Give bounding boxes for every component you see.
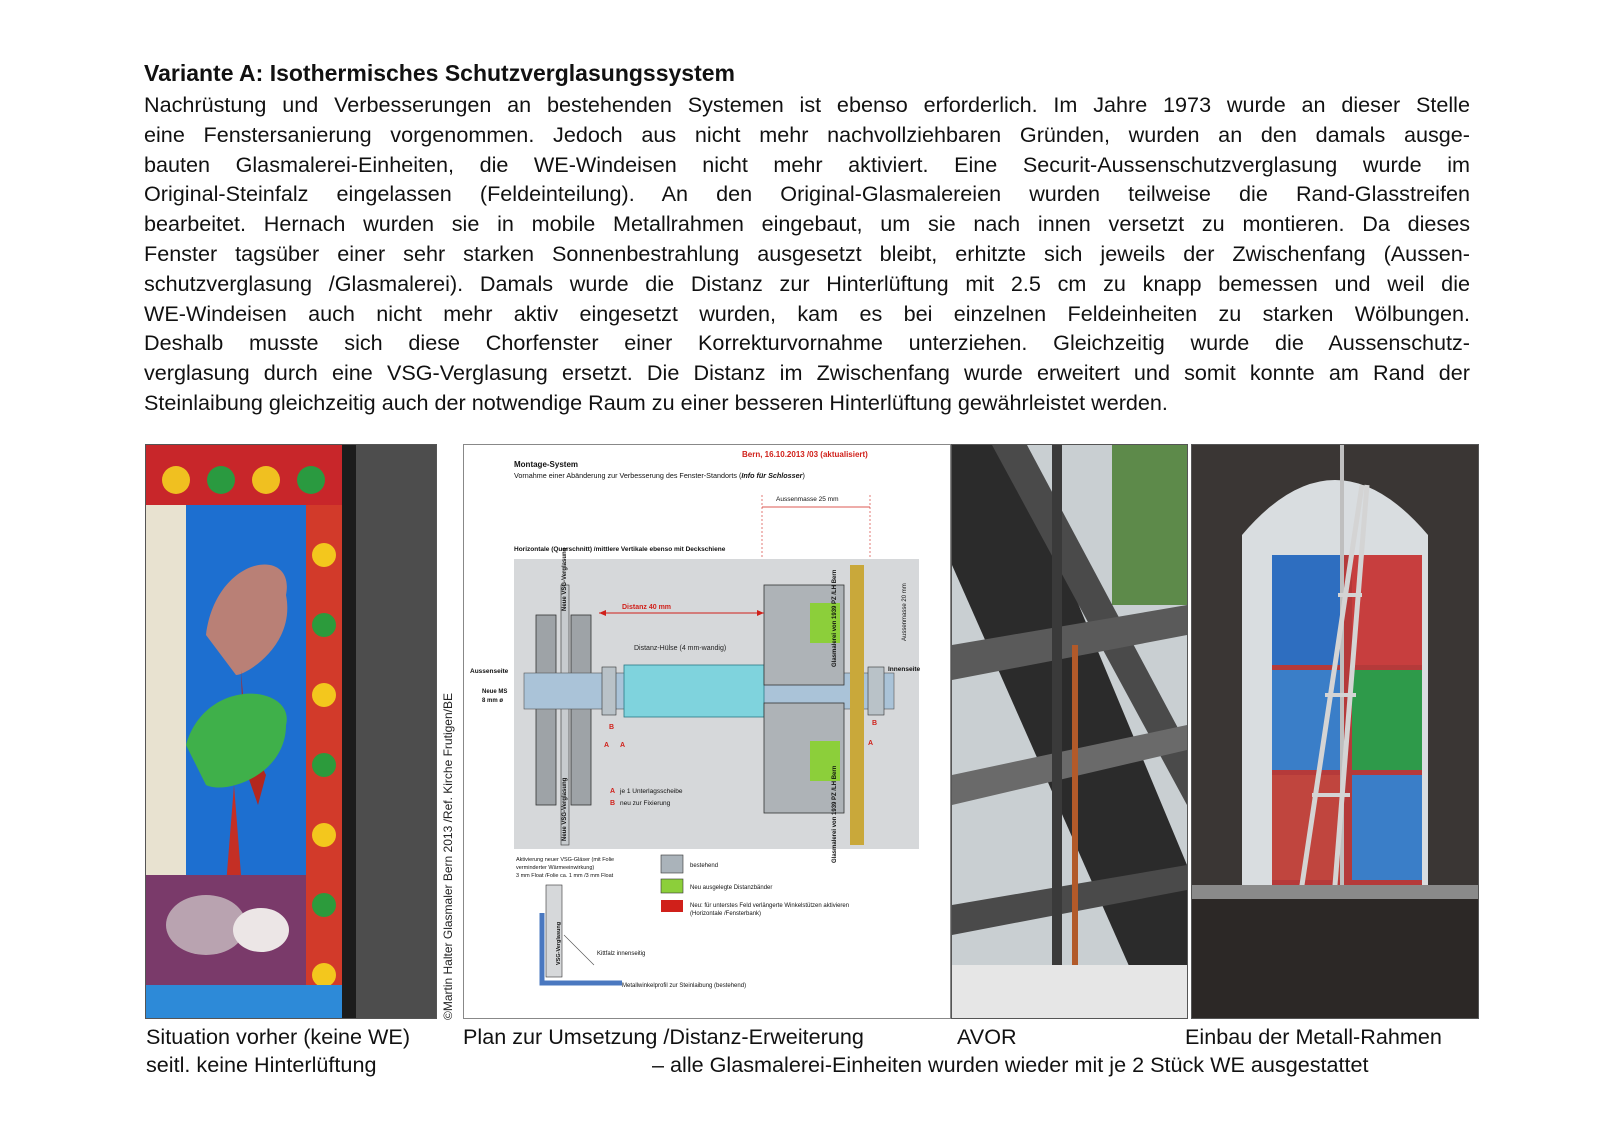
neue-vsg-bottom-label: Neue VSG-Verglasung <box>562 777 568 841</box>
glasmalerei-top-label: Glasmalerei von 1939 PZ /LH Bern <box>832 569 838 667</box>
horizontale-label: Horizontale (Querschnitt) /mittlere Vertikale ebenso mit Deckschiene <box>514 546 726 553</box>
mark-b-label: B <box>609 724 615 731</box>
caption-photo1-line2: seitl. keine Hinterlüftung <box>146 1052 377 1077</box>
key-distanz: Neu ausgelegte Distanzbänder <box>690 885 773 891</box>
aktivierung-line-2: verminderter Wärmeeinwirkung) <box>516 865 595 871</box>
svg-text:A: A <box>620 742 626 749</box>
plan-date: Bern, 16.10.2013 /03 (aktualisiert) <box>742 450 868 459</box>
paragraph-line: Original-Steinfalz eingelassen (Feldeinteilung). An den Original-Glasmalereien wurden teilweise die Rand-Glasstreifen <box>144 181 1470 207</box>
aussenmasse-20-label: Aussenmasse 20 mm <box>902 583 908 641</box>
paragraph-line: bearbeitet. Hernach wurden sie in mobile Metallrahmen eingebaut, um sie nach innen versetzt zu montieren. Da dieses <box>144 211 1470 237</box>
svg-text:A: A <box>868 740 874 747</box>
legend-b-text: neu zur Fixierung <box>620 800 671 807</box>
body-paragraph <box>144 90 1470 418</box>
kittfalz-label: Kittfalz innenseitig <box>597 951 646 957</box>
distanz-40-label: Distanz 40 mm <box>622 604 672 611</box>
installation-illustration <box>1192 445 1478 1018</box>
mark-a-label: A <box>604 742 610 749</box>
installation-photo <box>1191 444 1479 1019</box>
caption-avor: AVOR <box>957 1024 1017 1049</box>
key-neu-line-2: (Horizontale /Fensterbank) <box>690 911 762 917</box>
key-bestehend: bestehend <box>690 863 719 869</box>
paragraph-line: Deshalb musste sich diese Chorfenster einer Korrekturvornahme unterziehen. Gleichzeitig wurde die Aussenschutz- <box>144 330 1470 356</box>
mounting-plan <box>463 444 951 1019</box>
page-heading: Variante A: Isothermisches Schutzverglasungssystem <box>144 60 735 86</box>
paragraph-line: schutzverglasung /Glasmalerei). Damals wurde die Distanz zur Hinterlüftung mit 2.5 cm zu knapp bemessen und weil die <box>144 270 1470 296</box>
svg-text:A: A <box>610 788 616 795</box>
plan-diagram <box>464 445 950 1018</box>
paragraph-line: WE-Windeisen auch nicht mehr aktiv eingesetzt wurden, kam es bei einzelnen Feldeinheiten zu starken Wölbungen. <box>144 300 1470 326</box>
plan-title: Montage-System <box>514 460 579 469</box>
paragraph-line: Fenster tagsüber einer sehr starken Sonnenbestrahlung ausgesetzt bleibt, erhitzte sich jeweils der Zwischenfang (Aussen- <box>144 240 1470 266</box>
avor-photo <box>951 444 1188 1019</box>
caption-plan: Plan zur Umsetzung /Distanz-Erweiterung <box>463 1024 864 1049</box>
innenseite-label: Innenseite <box>888 666 921 673</box>
caption-einbau: Einbau der Metall-Rahmen <box>1185 1024 1442 1049</box>
paragraph-line: Nachrüstung und Verbesserungen an bestehenden Systemen ist ebenso erforderlich. Im Jahre 1973 wurde an dieser Stelle <box>144 92 1470 117</box>
frame-closeup-illustration <box>952 445 1187 1018</box>
vsg-small-label: VSG-Verglasung <box>556 921 562 965</box>
distanz-huelse-label: Distanz-Hülse (4 mm-wandig) <box>634 645 727 652</box>
neue-ms-dim-label: 8 mm ø <box>482 698 504 704</box>
paragraph-line: verglasung durch eine VSG-Verglasung ersetzt. Die Distanz im Zwischenfang wurde erweitert und somit konnte am Rand der <box>144 360 1470 386</box>
aussenmasse-25-label: Aussenmasse 25 mm <box>776 496 839 503</box>
aktivierung-line-3: 3 mm Float /Folie ca. 1 mm /3 mm Float <box>516 873 614 879</box>
svg-text:B: B <box>872 720 878 727</box>
paragraph-line: eine Fenstersanierung vorgenommen. Jedoch aus nicht mehr nachvollziehbaren Gründen, wurden an den damals ausge- <box>144 121 1470 147</box>
svg-text:B: B <box>610 800 616 807</box>
stained-glass-illustration <box>146 445 436 1018</box>
caption-summary: – alle Glasmalerei-Einheiten wurden wieder mit je 2 Stück WE ausgestattet <box>652 1052 1369 1077</box>
aktivierung-line-1: Aktivierung neuer VSG-Gläser (mit Folie <box>516 857 615 863</box>
key-neu-line-1: Neu: für unterstes Feld verlängerte Winkelstützen aktivieren <box>690 903 850 909</box>
neue-ms-label: Neue MS <box>482 689 508 695</box>
legend-a-text: je 1 Unterlagsscheibe <box>620 788 683 795</box>
copyright-credit: ©Martin Halter Glasmaler Bern 2013 /Ref. Kirche Frutigen/BE <box>441 693 455 1020</box>
paragraph-line: Steinlaibung gleichzeitig auch der notwendige Raum zu einer besseren Hinterlüftung gewährleistet werden. <box>144 389 1168 415</box>
metallwinkel-label: Metallwinkelprofil zur Steinlaibung (bestehend) <box>622 983 747 989</box>
neue-vsg-top-label: Neue VSG-Verglasung <box>562 547 568 611</box>
caption-photo1-line1: Situation vorher (keine WE) <box>146 1024 411 1049</box>
aussenseite-label: Aussenseite <box>470 668 509 675</box>
stained-glass-photo <box>145 444 437 1019</box>
glasmalerei-bottom-label: Glasmalerei von 1939 PZ /LH Bern <box>832 765 838 863</box>
paragraph-line: bauten Glasmalerei-Einheiten, die WE-Windeisen nicht mehr aktiviert. Eine Securit-Aussenschutzverglasung wurde im <box>144 151 1470 177</box>
plan-subtitle: Vornahme einer Abänderung zur Verbesserung des Fenster-Standorts (Info für Schlosser) <box>514 471 805 480</box>
